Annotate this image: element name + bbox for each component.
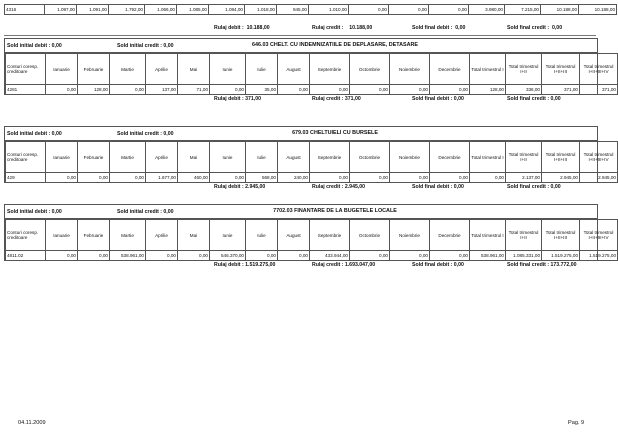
account-cell: 4281 <box>6 85 46 95</box>
rulaj-summary <box>4 24 596 32</box>
column-header: Total trimestrul I+II+III+IV <box>580 54 618 85</box>
sold-initial-credit: Sold initial credit : 0,00 <box>117 131 174 137</box>
column-header: Septembrie <box>310 220 350 251</box>
sold-final-credit: Sold final credit : 173.772,00 <box>507 262 577 268</box>
value-cell: 1.010,00 <box>309 5 349 15</box>
value-cell: 0,00 <box>46 173 78 183</box>
account-cell: 4316 <box>5 5 45 15</box>
value-cell: 568,00 <box>246 173 278 183</box>
column-header: Iunie <box>210 220 246 251</box>
column-header: Aprilie <box>146 54 178 85</box>
value-cell: 0,00 <box>146 251 178 261</box>
value-cell: 1.519.275,00 <box>542 251 580 261</box>
column-header: Septembrie <box>310 142 350 173</box>
column-header: Aprilie <box>146 142 178 173</box>
table-row <box>5 5 617 15</box>
column-header: Decembrie <box>430 142 470 173</box>
column-header: Ianuarie <box>46 54 78 85</box>
value-cell: 1.792,00 <box>109 5 145 15</box>
value-cell: 1.091,00 <box>77 5 109 15</box>
column-header: Total trimestrul I <box>470 142 506 173</box>
column-header: Total trimestrul I+II+III <box>542 220 580 251</box>
rulaj-credit-label: Rulaj credit : <box>312 25 344 31</box>
value-cell: 0,00 <box>210 173 246 183</box>
column-header: Decembrie <box>430 54 470 85</box>
section-header <box>5 127 597 141</box>
sold-final-debit: Sold final debit : 0,00 <box>412 184 464 190</box>
value-cell: 0,00 <box>110 85 146 95</box>
column-header: Total trimestrul I+II <box>506 220 542 251</box>
column-header: Total trimestrul I <box>470 220 506 251</box>
column-header: Februarie <box>78 142 110 173</box>
value-cell: 1.677,00 <box>146 173 178 183</box>
top-table <box>4 4 617 15</box>
sold-final-credit-label: Sold final credit : <box>507 25 550 31</box>
column-header: Mai <box>178 220 210 251</box>
value-cell: 7.215,00 <box>505 5 541 15</box>
column-header: Februarie <box>78 54 110 85</box>
value-cell: 0,00 <box>350 173 390 183</box>
value-cell: 371,00 <box>542 85 580 95</box>
account-section <box>4 204 616 261</box>
rulaj-debit-value: 10.188,00 <box>246 25 270 31</box>
value-cell: 0,00 <box>46 85 78 95</box>
column-header: Total trimestrul I+II+III <box>542 54 580 85</box>
value-cell: 128,00 <box>78 85 110 95</box>
column-header: Conturi coresp. creditoare <box>6 142 46 173</box>
page-number: Pag. 9 <box>568 420 585 426</box>
section-title: 679.03 CHELTUIELI CU BURSELE <box>292 130 378 136</box>
column-header: Conturi coresp. creditoare <box>6 220 46 251</box>
value-cell: 0,00 <box>390 173 430 183</box>
column-header: Octombrie <box>350 54 390 85</box>
value-cell: 371,00 <box>580 85 618 95</box>
column-header: Octombrie <box>350 220 390 251</box>
account-cell: 429 <box>6 173 46 183</box>
sold-initial-debit: Sold initial debit : 0,00 <box>7 131 62 137</box>
column-header: August <box>278 220 310 251</box>
value-cell: 0,00 <box>430 85 470 95</box>
header-row <box>6 54 618 85</box>
sold-initial-credit: Sold initial credit : 0,00 <box>117 43 174 49</box>
value-cell: 0,00 <box>350 85 390 95</box>
sold-final-credit-value: 0,00 <box>551 25 563 31</box>
value-cell: 945,00 <box>277 5 309 15</box>
value-cell: 10.188,00 <box>579 5 617 15</box>
column-header: Total trimestrul I <box>470 54 506 85</box>
value-cell: 0,00 <box>389 5 429 15</box>
value-cell: 0,00 <box>210 85 246 95</box>
column-header: Decembrie <box>430 220 470 251</box>
column-header: Mai <box>178 54 210 85</box>
value-cell: 546.370,00 <box>210 251 246 261</box>
account-cell: 4811.02 <box>6 251 46 261</box>
column-header: August <box>278 142 310 173</box>
value-cell: 2.945,00 <box>580 173 618 183</box>
value-cell: 1.018,00 <box>245 5 277 15</box>
sold-final-credit: Sold final credit : 0,00 <box>507 96 561 102</box>
column-header: Noiembrie <box>390 220 430 251</box>
value-cell: 0,00 <box>390 251 430 261</box>
value-cell: 0,00 <box>349 5 389 15</box>
rulaj-credit: Rulaj credit : 2.945,00 <box>312 184 366 190</box>
section-header <box>5 39 597 53</box>
value-cell: 336,00 <box>506 85 542 95</box>
value-cell: 240,00 <box>278 173 310 183</box>
account-table <box>5 219 618 261</box>
value-cell: 0,00 <box>310 85 350 95</box>
header-row <box>6 142 618 173</box>
column-header: Septembrie <box>310 54 350 85</box>
section-title: 646.03 CHELT. CU INDEMNIZATIILE DE DEPLASARE, DETASARE <box>252 42 418 48</box>
value-cell: 538.961,00 <box>470 251 506 261</box>
value-cell: 71,00 <box>178 85 210 95</box>
value-cell: 0,00 <box>278 251 310 261</box>
value-cell: 0,00 <box>430 251 470 261</box>
value-cell: 35,00 <box>246 85 278 95</box>
column-header: Februarie <box>78 220 110 251</box>
sold-final-debit: Sold final debit : 0,00 <box>412 262 464 268</box>
column-header: Ianuarie <box>46 142 78 173</box>
column-header: Martie <box>110 142 146 173</box>
value-cell: 137,00 <box>146 85 178 95</box>
rulaj-summary <box>4 95 596 103</box>
value-cell: 0,00 <box>78 251 110 261</box>
column-header: Iulie <box>246 54 278 85</box>
value-cell: 0,00 <box>390 85 430 95</box>
column-header: Noiembrie <box>390 142 430 173</box>
account-section <box>4 126 616 183</box>
table-row <box>6 173 618 183</box>
value-cell: 1.066,00 <box>145 5 177 15</box>
report-date: 04.11.2009 <box>18 420 46 426</box>
sold-final-debit-label: Sold final debit : <box>412 25 453 31</box>
value-cell: 0,00 <box>310 173 350 183</box>
account-table <box>5 141 618 183</box>
sold-final-credit: Sold final credit : 0,00 <box>507 184 561 190</box>
section-title: 7702.03 FINANTARE DE LA BUGETELE LOCALE <box>273 208 397 214</box>
value-cell: 0,00 <box>246 251 278 261</box>
rulaj-summary <box>4 183 596 191</box>
value-cell: 0,00 <box>110 173 146 183</box>
account-section <box>4 38 616 95</box>
column-header: Iulie <box>246 142 278 173</box>
rulaj-summary <box>4 261 596 269</box>
sold-initial-credit: Sold initial credit : 0,00 <box>117 209 174 215</box>
rulaj-credit: Rulaj credit : 371,00 <box>312 96 361 102</box>
sold-initial-debit: Sold initial debit : 0,00 <box>7 43 62 49</box>
value-cell: 0,00 <box>46 251 78 261</box>
column-header: Total trimestrul I+II+III <box>542 142 580 173</box>
section-header <box>5 205 597 219</box>
value-cell: 0,00 <box>178 251 210 261</box>
value-cell: 128,00 <box>470 85 506 95</box>
table-row <box>6 85 618 95</box>
sold-initial-debit: Sold initial debit : 0,00 <box>7 209 62 215</box>
value-cell: 433.944,00 <box>310 251 350 261</box>
column-header: Total trimestrul I+II+III+IV <box>580 220 618 251</box>
column-header: Noiembrie <box>390 54 430 85</box>
rulaj-debit: Rulaj debit : 2.945,00 <box>214 184 266 190</box>
rulaj-credit-value: 10.188,00 <box>349 25 373 31</box>
value-cell: 3.980,00 <box>469 5 505 15</box>
column-header: Total trimestrul I+II <box>506 142 542 173</box>
divider <box>4 35 596 36</box>
column-header: Total trimestrul I+II <box>506 54 542 85</box>
value-cell: 0,00 <box>470 173 506 183</box>
value-cell: 0,00 <box>278 85 310 95</box>
value-cell: 1.085,00 <box>177 5 209 15</box>
rulaj-credit: Rulaj credit : 1.693.047,00 <box>312 262 376 268</box>
value-cell: 0,00 <box>78 173 110 183</box>
value-cell: 10.188,00 <box>541 5 579 15</box>
rulaj-debit-label: Rulaj debit : <box>214 25 244 31</box>
column-header: Octombrie <box>350 142 390 173</box>
sold-final-debit: Sold final debit : 0,00 <box>412 96 464 102</box>
value-cell: 1.519.275,00 <box>580 251 618 261</box>
rulaj-debit: Rulaj debit : 1.519.275,00 <box>214 262 276 268</box>
rulaj-debit: Rulaj debit : 371,00 <box>214 96 261 102</box>
value-cell: 0,00 <box>350 251 390 261</box>
value-cell: 1.085.331,00 <box>506 251 542 261</box>
value-cell: 2.137,00 <box>506 173 542 183</box>
value-cell: 0,00 <box>430 173 470 183</box>
sold-final-debit-value: 0,00 <box>455 25 466 31</box>
table-row <box>6 251 618 261</box>
column-header: Aprilie <box>146 220 178 251</box>
column-header: Iunie <box>210 54 246 85</box>
column-header: Ianuarie <box>46 220 78 251</box>
value-cell: 2.945,00 <box>542 173 580 183</box>
column-header: Martie <box>110 54 146 85</box>
value-cell: 460,00 <box>178 173 210 183</box>
column-header: Iulie <box>246 220 278 251</box>
value-cell: 0,00 <box>429 5 469 15</box>
account-table <box>5 53 618 95</box>
column-header: Iunie <box>210 142 246 173</box>
column-header: August <box>278 54 310 85</box>
column-header: Mai <box>178 142 210 173</box>
column-header: Conturi coresp. creditoare <box>6 54 46 85</box>
header-row <box>6 220 618 251</box>
value-cell: 1.084,00 <box>209 5 245 15</box>
column-header: Total trimestrul I+II+III+IV <box>580 142 618 173</box>
value-cell: 1.097,00 <box>45 5 77 15</box>
column-header: Martie <box>110 220 146 251</box>
value-cell: 538.961,00 <box>110 251 146 261</box>
